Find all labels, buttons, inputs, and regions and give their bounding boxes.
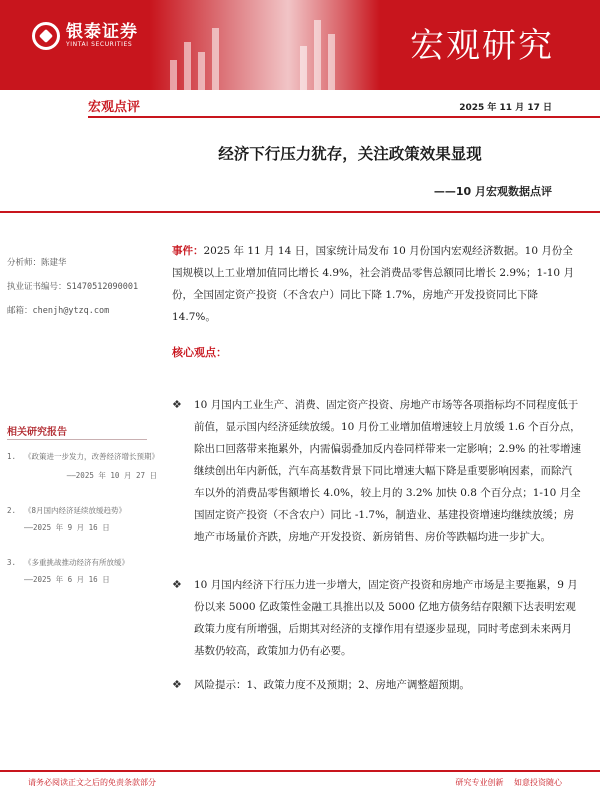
event-paragraph [172,240,582,328]
logo-icon [32,22,60,50]
analyst-license: 执业证书编号：S1470512090001 [7,282,139,292]
list-item-number: 3. [7,558,17,567]
report-title: 经济下行压力犹存，关注政策效果显现 [218,145,482,163]
diamond-bullet-icon: ❖ [172,578,182,591]
related-reports-heading: 相关研究报告 [7,427,67,438]
banner-decor-bar [328,34,335,90]
related-reports-list [7,448,157,588]
analyst-info [7,257,157,329]
list-item-number: 1. [7,452,17,461]
event-text: 2025 年 11 月 14 日，国家统计局发布 10 月份国内宏观经济数据。10 月份全国规模以上工业增加值同比增长 4.9%，社会消费品零售总额同比增长 2.9%；1-10 月份，全国固定资产投资（不含农户）同比下降 1.7%，房地产开发投资同比下降 14.7%。 [172,245,574,323]
logo-name-en: YINTAI SECURITIES [66,41,133,48]
core-views-heading: 核心观点： [172,346,227,359]
related-report-date: ——2025 年 10 月 27 日 [66,471,157,480]
divider [0,211,600,213]
banner-decor-bar [170,60,177,90]
footer-divider [0,770,600,772]
banner-decor-bar [198,52,205,90]
company-slogan: 研究专业创新 如意投资随心 [455,778,562,787]
related-report-date: ——2025 年 6 月 16 日 [24,575,110,584]
bullet-point [172,394,582,548]
diamond-bullet-icon: ❖ [172,398,182,411]
report-subtitle: ——10 月宏观数据点评 [433,185,552,198]
list-item[interactable] [7,448,157,484]
analyst-email: 邮箱：chenjh@ytzq.com [7,306,110,316]
banner-decor-bar [184,42,191,90]
bullet-point [172,674,582,696]
related-report-date: ——2025 年 9 月 16 日 [24,523,110,532]
divider [7,439,147,440]
report-category-title: 宏观研究 [410,26,554,66]
disclaimer-note: 请务必阅读正文之后的免责条款部分 [28,778,156,787]
related-report-link[interactable]: 《政策进一步发力，改善经济增长预期》 [24,452,159,461]
list-item-number: 2. [7,506,17,515]
event-label: 事件： [172,245,204,257]
related-report-link[interactable]: 《8月国内经济延续放缓趋势》 [24,506,127,515]
list-item[interactable] [7,502,157,536]
analyst-name: 分析师：陈建华 [7,258,67,268]
banner-decor-bar [212,28,219,90]
banner-decor-bar [300,46,307,90]
bullet-point [172,574,582,662]
section-tag: 宏观点评 [88,100,141,115]
banner-background-image [150,0,380,90]
bullet-text: 10 月国内经济下行压力进一步增大，固定资产投资和房地产市场是主要拖累，9 月份以来 5000 亿政策性金融工具推出以及 5000 亿地方债务结存限额下达表明宏观政策力度有所增强，后期其对经济的支撑作用有望逐步显现，同时考虑到未来两月基数仍较高，政策加力仍有必要。 [194,579,578,657]
bullet-text: 10 月国内工业生产、消费、固定资产投资、房地产市场等各项指标均不同程度低于前值，显示国内经济延续放缓。10 月份工业增加值增速较上月放缓 1.6 个百分点，除出口回落带来拖累外，内需偏弱叠加反内卷同样带来一定影响；2.9% 的社零增速继续创出年内新低，汽车高基数背景下同比增速大幅下降是重要影响因素，而除汽车以外的消费品零售额增长 4.0%，较上月的 3.2% 加快 0.8 个百分点；1-10 月全国固定资产投资（不含农户）同比 -1.7%，制造业、基建投资增速均继续放缓；房地产市场量价齐跌，房地产开发投资、新房销售、房价等跌幅均进一步扩大。 [194,399,582,543]
report-body [172,240,582,696]
report-date: 2025 年 11 月 17 日 [459,103,552,113]
diamond-bullet-icon: ❖ [172,678,182,691]
bullet-text: 风险提示：1、政策力度不及预期；2、房地产调整超预期。 [194,679,470,691]
company-logo [32,22,138,50]
banner-decor-bar [314,20,321,90]
divider [88,116,600,118]
header-banner [0,0,600,90]
list-item[interactable] [7,554,157,588]
logo-name-cn: 银泰证券 [66,22,138,42]
related-report-link[interactable]: 《多重挑战推动经济有所放缓》 [24,558,129,567]
